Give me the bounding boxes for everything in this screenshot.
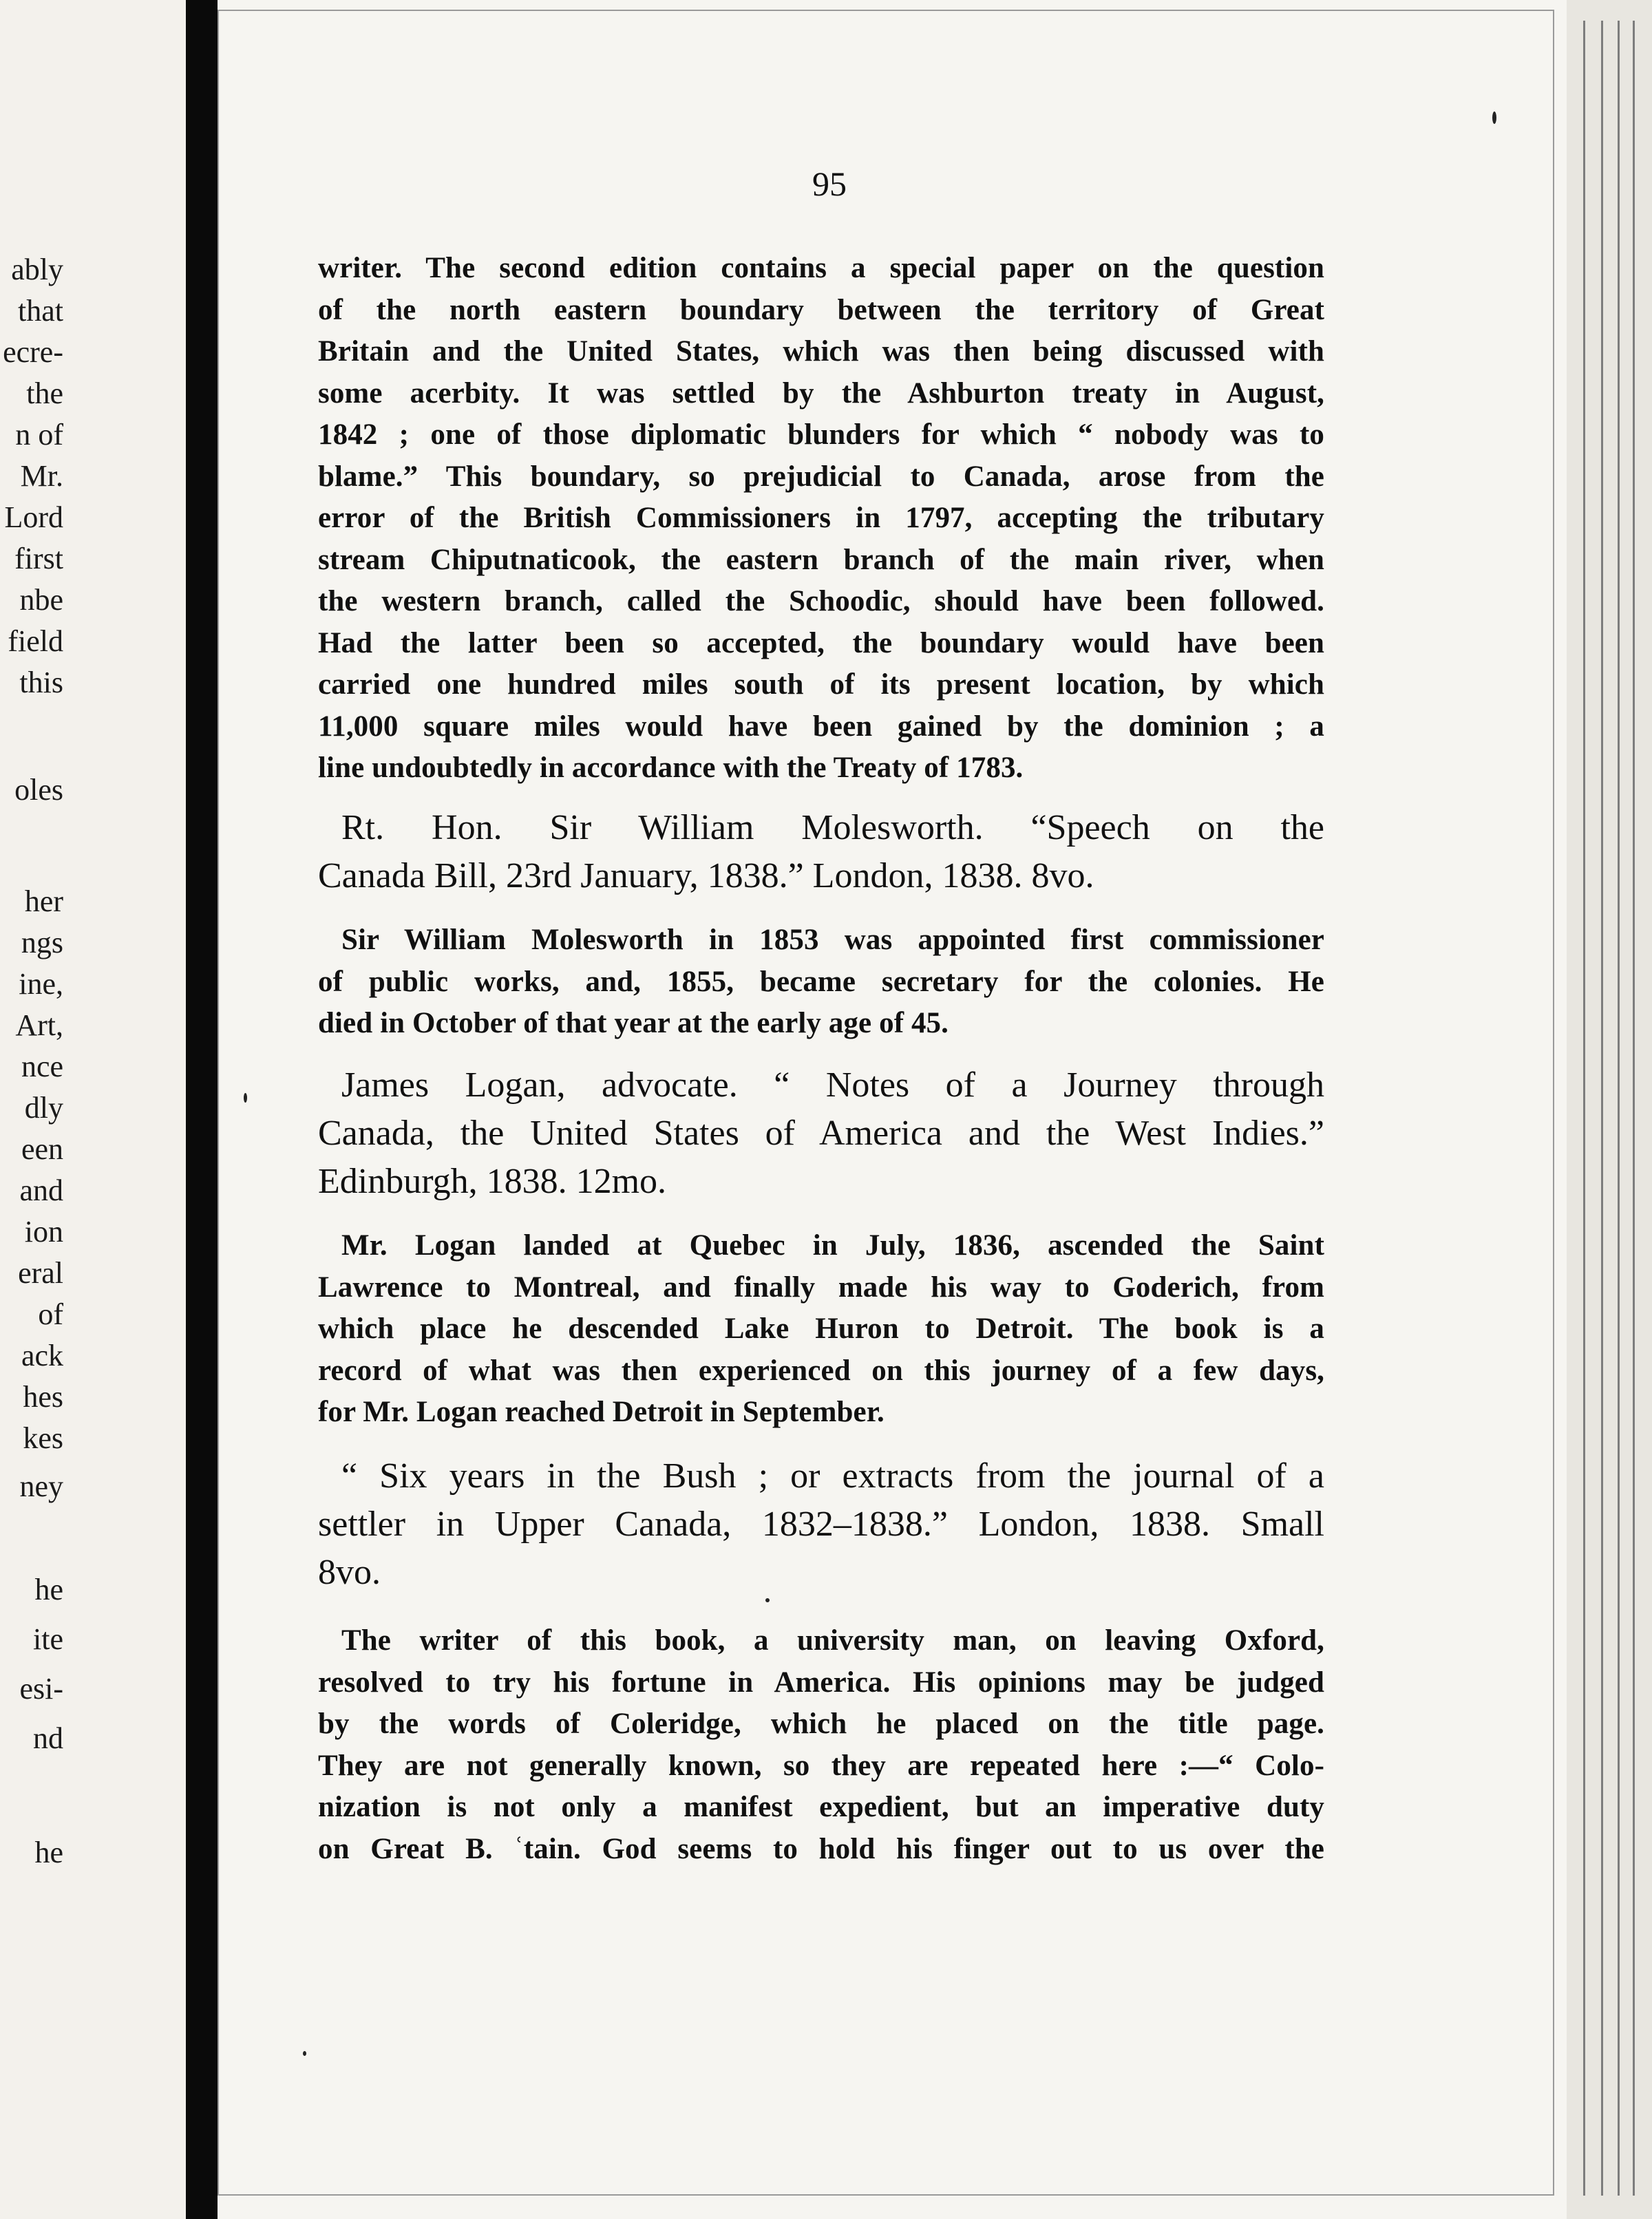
left-fragment: dly bbox=[24, 1091, 63, 1125]
left-fragment: ecre- bbox=[3, 335, 63, 369]
left-fragment: een bbox=[21, 1132, 63, 1166]
heading-line: Edinburgh, 1838. 12mo. bbox=[318, 1162, 667, 1201]
text-line: nization is not only a manifest expedient, but an imperative duty bbox=[318, 1791, 1324, 1823]
heading-line: Canada, the United States of America and the West Indies.” bbox=[318, 1114, 1324, 1153]
page-edge-line bbox=[1618, 21, 1620, 2196]
left-fragment: her bbox=[24, 884, 63, 918]
entry-heading-molesworth bbox=[318, 804, 1324, 900]
left-fragment: nd bbox=[33, 1721, 63, 1755]
left-fragment: kes bbox=[23, 1421, 63, 1455]
left-fragment: ably bbox=[11, 253, 63, 286]
left-fragment: he bbox=[34, 1573, 63, 1606]
left-fragment: ney bbox=[19, 1469, 63, 1503]
entry-heading-six-years bbox=[318, 1452, 1324, 1597]
page-number: 95 bbox=[812, 164, 847, 203]
scan-speck bbox=[1492, 112, 1496, 124]
text-line: error of the British Commissioners in 1797, accepting the tributary bbox=[318, 502, 1324, 534]
left-fragment: n of bbox=[15, 418, 63, 452]
text-line: blame.” This boundary, so prejudicial to Canada, arose from the bbox=[318, 460, 1324, 493]
left-fragment: Art, bbox=[15, 1008, 63, 1042]
page-edge-line bbox=[1601, 21, 1603, 2196]
text-line: stream Chiputnaticook, the eastern branch of the main river, when bbox=[318, 543, 1324, 576]
text-line: They are not generally known, so they are repeated here :—“ Colo- bbox=[318, 1749, 1324, 1782]
paragraph-boundary-note bbox=[318, 248, 1324, 789]
scan-speck bbox=[303, 2051, 306, 2056]
left-fragment: and bbox=[19, 1174, 63, 1207]
text-line: 1842 ; one of those diplomatic blunders for which “ nobody was to bbox=[318, 418, 1324, 451]
text-line: of the north eastern boundary between the territory of Great bbox=[318, 293, 1324, 326]
left-fragment: ion bbox=[24, 1215, 63, 1249]
text-line: Lawrence to Montreal, and finally made his way to Goderich, from bbox=[318, 1271, 1324, 1304]
text-line: some acerbity. It was settled by the Ashburton treaty in August, bbox=[318, 376, 1324, 410]
left-fragment: ine, bbox=[19, 967, 63, 1001]
text-line: writer. The second edition contains a special paper on the question bbox=[318, 252, 1324, 284]
left-fragment: the bbox=[26, 376, 63, 410]
entry-heading-logan bbox=[318, 1061, 1324, 1206]
paragraph-logan bbox=[318, 1225, 1324, 1434]
text-line: Sir William Molesworth in 1853 was appointed first commissioner bbox=[341, 924, 1324, 956]
text-line: carried one hundred miles south of its present location, by which bbox=[318, 668, 1324, 701]
left-fragment: oles bbox=[14, 773, 63, 807]
left-facing-page bbox=[0, 0, 186, 2219]
left-fragment: Lord bbox=[4, 500, 63, 534]
heading-line: James Logan, advocate. “ Notes of a Journey through bbox=[341, 1065, 1324, 1105]
text-line: 11,000 square miles would have been gained by the dominion ; a bbox=[318, 710, 1324, 743]
heading-line: Canada Bill, 23rd January, 1838.” London, 1838. 8vo. bbox=[318, 856, 1094, 895]
text-line: The writer of this book, a university man, on leaving Oxford, bbox=[341, 1624, 1324, 1657]
left-fragment: ite bbox=[33, 1622, 63, 1656]
left-fragment: hes bbox=[23, 1380, 63, 1414]
left-fragment: this bbox=[19, 666, 63, 699]
text-line: of public works, and, 1855, became secretary for the colonies. He bbox=[318, 965, 1324, 998]
left-fragment: of bbox=[38, 1297, 63, 1331]
page-edge-line bbox=[1583, 21, 1585, 2196]
left-fragment: nbe bbox=[19, 583, 63, 617]
text-line: the western branch, called the Schoodic, should have been followed. bbox=[318, 585, 1324, 617]
left-fragment: esi- bbox=[19, 1672, 63, 1706]
scan-speck bbox=[244, 1093, 247, 1103]
text-line: record of what was then experienced on this journey of a few days, bbox=[318, 1354, 1324, 1387]
left-fragment: that bbox=[18, 294, 63, 328]
left-fragment: eral bbox=[18, 1256, 63, 1290]
text-line: line undoubtedly in accordance with the Treaty of 1783. bbox=[318, 752, 1024, 784]
scan-speck bbox=[765, 1598, 770, 1602]
text-line: by the words of Coleridge, which he placed on the title page. bbox=[318, 1708, 1324, 1740]
text-line: Mr. Logan landed at Quebec in July, 1836, ascended the Saint bbox=[341, 1229, 1324, 1262]
heading-line: settler in Upper Canada, 1832–1838.” London, 1838. Small bbox=[318, 1505, 1324, 1544]
text-line: Britain and the United States, which was then being discussed with bbox=[318, 335, 1324, 368]
text-line: for Mr. Logan reached Detroit in September. bbox=[318, 1396, 885, 1428]
page-edges bbox=[1567, 0, 1652, 2219]
left-fragment: ngs bbox=[21, 926, 63, 959]
book-gutter bbox=[186, 0, 218, 2219]
left-fragment: nce bbox=[21, 1050, 63, 1083]
heading-line: 8vo. bbox=[318, 1553, 381, 1592]
left-fragment: field bbox=[8, 624, 63, 658]
left-fragment: first bbox=[14, 542, 63, 575]
text-line: resolved to try his fortune in America. His opinions may be judged bbox=[318, 1666, 1324, 1699]
left-fragment: he bbox=[34, 1836, 63, 1869]
text-line: Had the latter been so accepted, the boundary would have been bbox=[318, 626, 1324, 659]
paragraph-six-years bbox=[318, 1620, 1324, 1870]
text-line: which place he descended Lake Huron to Detroit. The book is a bbox=[318, 1313, 1324, 1345]
text-line: died in October of that year at the early age of 45. bbox=[318, 1007, 949, 1039]
text-line: on Great B. ʿtain. God seems to hold his finger out to us over the bbox=[318, 1832, 1324, 1865]
left-fragment: Mr. bbox=[20, 459, 63, 493]
page-edge-line bbox=[1633, 21, 1635, 2196]
left-fragment: ack bbox=[21, 1339, 63, 1372]
heading-line: Rt. Hon. Sir William Molesworth. “Speech on the bbox=[341, 808, 1324, 847]
heading-line: “ Six years in the Bush ; or extracts from the journal of a bbox=[341, 1456, 1324, 1496]
paragraph-molesworth bbox=[318, 920, 1324, 1045]
